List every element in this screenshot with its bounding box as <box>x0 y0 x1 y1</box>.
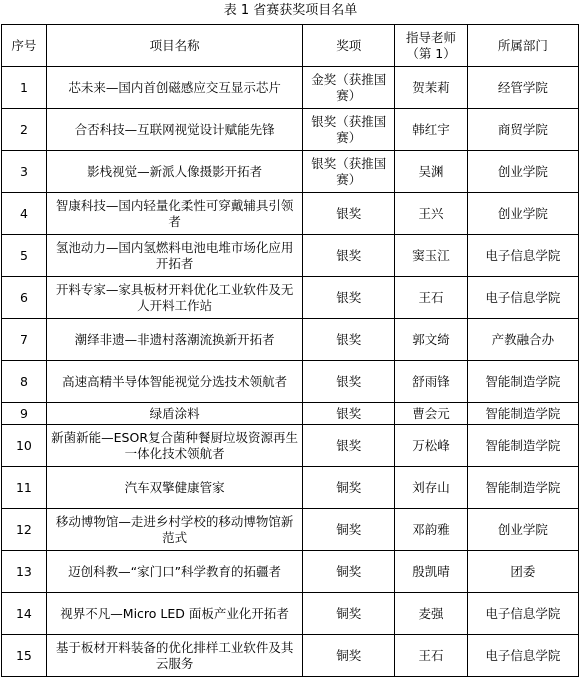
cell-number: 10 <box>2 425 47 467</box>
cell-project-name: 高速高精半导体智能视觉分选技术领航者 <box>46 361 302 403</box>
cell-department: 团委 <box>467 551 578 593</box>
table-row <box>2 467 579 509</box>
header-teacher: 指导老师（第 1） <box>395 25 468 67</box>
cell-department: 创业学院 <box>467 151 578 193</box>
cell-number: 8 <box>2 361 47 403</box>
table-row <box>2 277 579 319</box>
cell-project-name: 合否科技—互联网视觉设计赋能先锋 <box>46 109 302 151</box>
cell-award: 银奖 <box>303 235 395 277</box>
cell-award: 铜奖 <box>303 467 395 509</box>
cell-department: 经管学院 <box>467 67 578 109</box>
cell-project-name: 智康科技—国内轻量化柔性可穿戴辅具引领者 <box>46 193 302 235</box>
table-row <box>2 67 579 109</box>
table-row <box>2 551 579 593</box>
cell-department: 智能制造学院 <box>467 403 578 425</box>
cell-teacher: 韩红宇 <box>395 109 468 151</box>
cell-number: 4 <box>2 193 47 235</box>
cell-project-name: 芯未来—国内首创磁感应交互显示芯片 <box>46 67 302 109</box>
cell-award: 铜奖 <box>303 593 395 635</box>
table-row <box>2 109 579 151</box>
cell-teacher: 王石 <box>395 277 468 319</box>
cell-number: 7 <box>2 319 47 361</box>
cell-award: 金奖（获推国赛） <box>303 67 395 109</box>
cell-teacher: 殷凯晴 <box>395 551 468 593</box>
cell-department: 智能制造学院 <box>467 361 578 403</box>
cell-department: 电子信息学院 <box>467 235 578 277</box>
cell-award: 铜奖 <box>303 635 395 677</box>
header-department: 所属部门 <box>467 25 578 67</box>
table-row <box>2 361 579 403</box>
header-row <box>2 25 579 67</box>
header-award: 奖项 <box>303 25 395 67</box>
cell-department: 电子信息学院 <box>467 593 578 635</box>
cell-teacher: 王兴 <box>395 193 468 235</box>
table-row <box>2 151 579 193</box>
cell-project-name: 开料专家—家具板材开料优化工业软件及无人开料工作站 <box>46 277 302 319</box>
cell-number: 11 <box>2 467 47 509</box>
cell-teacher: 窦玉江 <box>395 235 468 277</box>
cell-award: 银奖 <box>303 193 395 235</box>
cell-number: 5 <box>2 235 47 277</box>
cell-teacher: 邓韵雅 <box>395 509 468 551</box>
cell-award: 银奖 <box>303 361 395 403</box>
cell-teacher: 麦强 <box>395 593 468 635</box>
cell-number: 13 <box>2 551 47 593</box>
cell-department: 产教融合办 <box>467 319 578 361</box>
cell-teacher: 吴渊 <box>395 151 468 193</box>
cell-number: 9 <box>2 403 47 425</box>
cell-project-name: 氢池动力—国内氢燃料电池电堆市场化应用开拓者 <box>46 235 302 277</box>
cell-department: 智能制造学院 <box>467 467 578 509</box>
cell-department: 智能制造学院 <box>467 425 578 467</box>
cell-award: 银奖（获推国赛） <box>303 151 395 193</box>
table-row <box>2 403 579 425</box>
cell-teacher: 郭文绮 <box>395 319 468 361</box>
table-row <box>2 635 579 677</box>
table-row <box>2 425 579 467</box>
cell-teacher: 贺茉莉 <box>395 67 468 109</box>
table-row <box>2 509 579 551</box>
cell-project-name: 影栈视觉—新派人像摄影开拓者 <box>46 151 302 193</box>
cell-department: 电子信息学院 <box>467 277 578 319</box>
cell-department: 电子信息学院 <box>467 635 578 677</box>
cell-award: 铜奖 <box>303 551 395 593</box>
cell-department: 创业学院 <box>467 509 578 551</box>
cell-award: 银奖 <box>303 425 395 467</box>
cell-number: 1 <box>2 67 47 109</box>
cell-teacher: 王石 <box>395 635 468 677</box>
cell-number: 14 <box>2 593 47 635</box>
cell-award: 银奖（获推国赛） <box>303 109 395 151</box>
cell-project-name: 迈创科教—“家门口”科学教育的拓疆者 <box>46 551 302 593</box>
cell-project-name: 视界不凡—Micro LED 面板产业化开拓者 <box>46 593 302 635</box>
cell-teacher: 万松峰 <box>395 425 468 467</box>
header-number: 序号 <box>2 25 47 67</box>
cell-number: 12 <box>2 509 47 551</box>
table-row <box>2 319 579 361</box>
cell-number: 2 <box>2 109 47 151</box>
cell-project-name: 汽车双擎健康管家 <box>46 467 302 509</box>
cell-department: 创业学院 <box>467 193 578 235</box>
table-row <box>2 235 579 277</box>
cell-teacher: 刘存山 <box>395 467 468 509</box>
cell-award: 铜奖 <box>303 509 395 551</box>
table-row <box>2 193 579 235</box>
header-project-name: 项目名称 <box>46 25 302 67</box>
award-table <box>1 24 579 677</box>
cell-teacher: 舒雨锋 <box>395 361 468 403</box>
cell-award: 银奖 <box>303 319 395 361</box>
table-row <box>2 593 579 635</box>
cell-project-name: 移动博物馆—走进乡村学校的移动博物馆新范式 <box>46 509 302 551</box>
cell-department: 商贸学院 <box>467 109 578 151</box>
cell-number: 15 <box>2 635 47 677</box>
cell-number: 3 <box>2 151 47 193</box>
cell-number: 6 <box>2 277 47 319</box>
cell-award: 银奖 <box>303 277 395 319</box>
cell-project-name: 基于板材开料装备的优化排样工业软件及其云服务 <box>46 635 302 677</box>
table-caption: 表 1 省赛获奖项目名单 <box>223 3 358 18</box>
cell-project-name: 新菌新能—ESOR复合菌种餐厨垃圾资源再生一体化技术领航者 <box>46 425 302 467</box>
cell-project-name: 绿盾涂料 <box>46 403 302 425</box>
cell-project-name: 潮绎非遗—非遗村落潮流换新开拓者 <box>46 319 302 361</box>
cell-teacher: 曹会元 <box>395 403 468 425</box>
table-body <box>2 67 579 677</box>
cell-award: 银奖 <box>303 403 395 425</box>
